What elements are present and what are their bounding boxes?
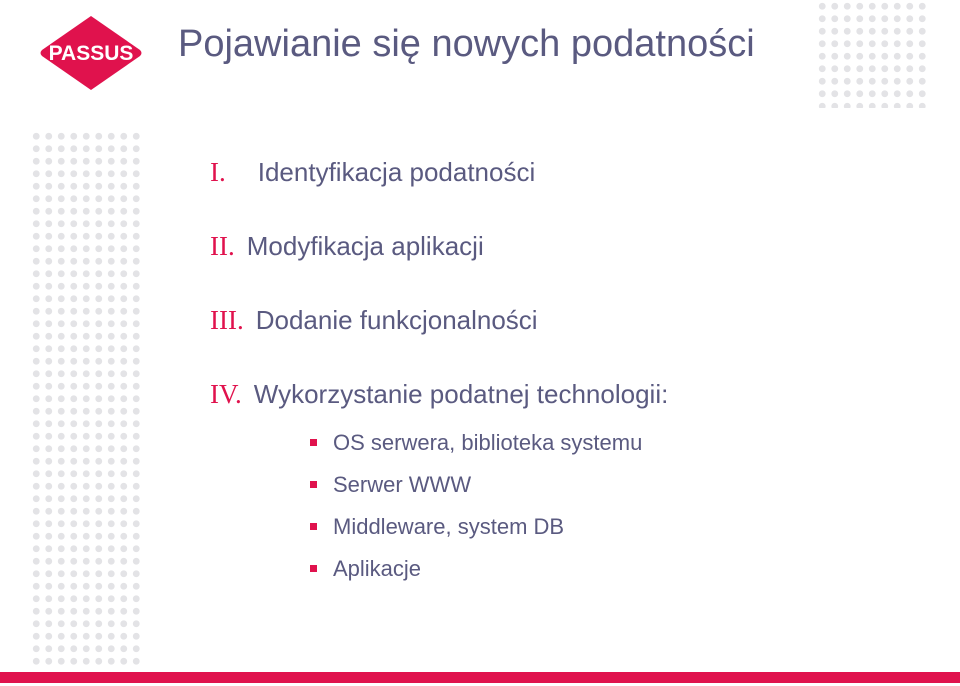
square-bullet-icon xyxy=(310,523,317,530)
sub-list-item-label: Serwer WWW xyxy=(333,472,472,497)
svg-text:PASSUS: PASSUS xyxy=(48,42,134,65)
list-item-label: Modyfikacja aplikacji xyxy=(246,231,484,261)
list-item xyxy=(210,152,668,226)
dot-pattern-right xyxy=(816,0,928,108)
square-bullet-icon xyxy=(310,481,317,488)
sub-list-item xyxy=(310,548,642,590)
page-title: Pojawianie się nowych podatności xyxy=(178,23,755,65)
list-item xyxy=(210,226,668,300)
sub-list-item xyxy=(310,464,642,506)
passus-logo xyxy=(38,14,144,92)
list-item xyxy=(210,300,668,374)
sub-list xyxy=(310,422,642,590)
bottom-accent-bar xyxy=(0,672,960,683)
sub-list-item-label: OS serwera, biblioteka systemu xyxy=(333,430,643,455)
list-numeral: III. xyxy=(210,305,244,335)
list-numeral: I. xyxy=(210,157,226,187)
sub-list-item-label: Middleware, system DB xyxy=(333,514,565,539)
sub-list-item xyxy=(310,506,642,548)
dot-pattern-left xyxy=(30,130,142,666)
square-bullet-icon xyxy=(310,565,317,572)
list-item-label: Dodanie funkcjonalności xyxy=(255,305,538,335)
list-numeral: IV. xyxy=(210,379,242,409)
list-numeral: II. xyxy=(210,231,235,261)
sub-list-item xyxy=(310,422,642,464)
list-item-label: Wykorzystanie podatnej technologii: xyxy=(253,379,669,409)
sub-list-item-label: Aplikacje xyxy=(333,556,422,581)
square-bullet-icon xyxy=(310,439,317,446)
main-list xyxy=(210,152,668,448)
list-item-label: Identyfikacja podatności xyxy=(257,157,536,187)
